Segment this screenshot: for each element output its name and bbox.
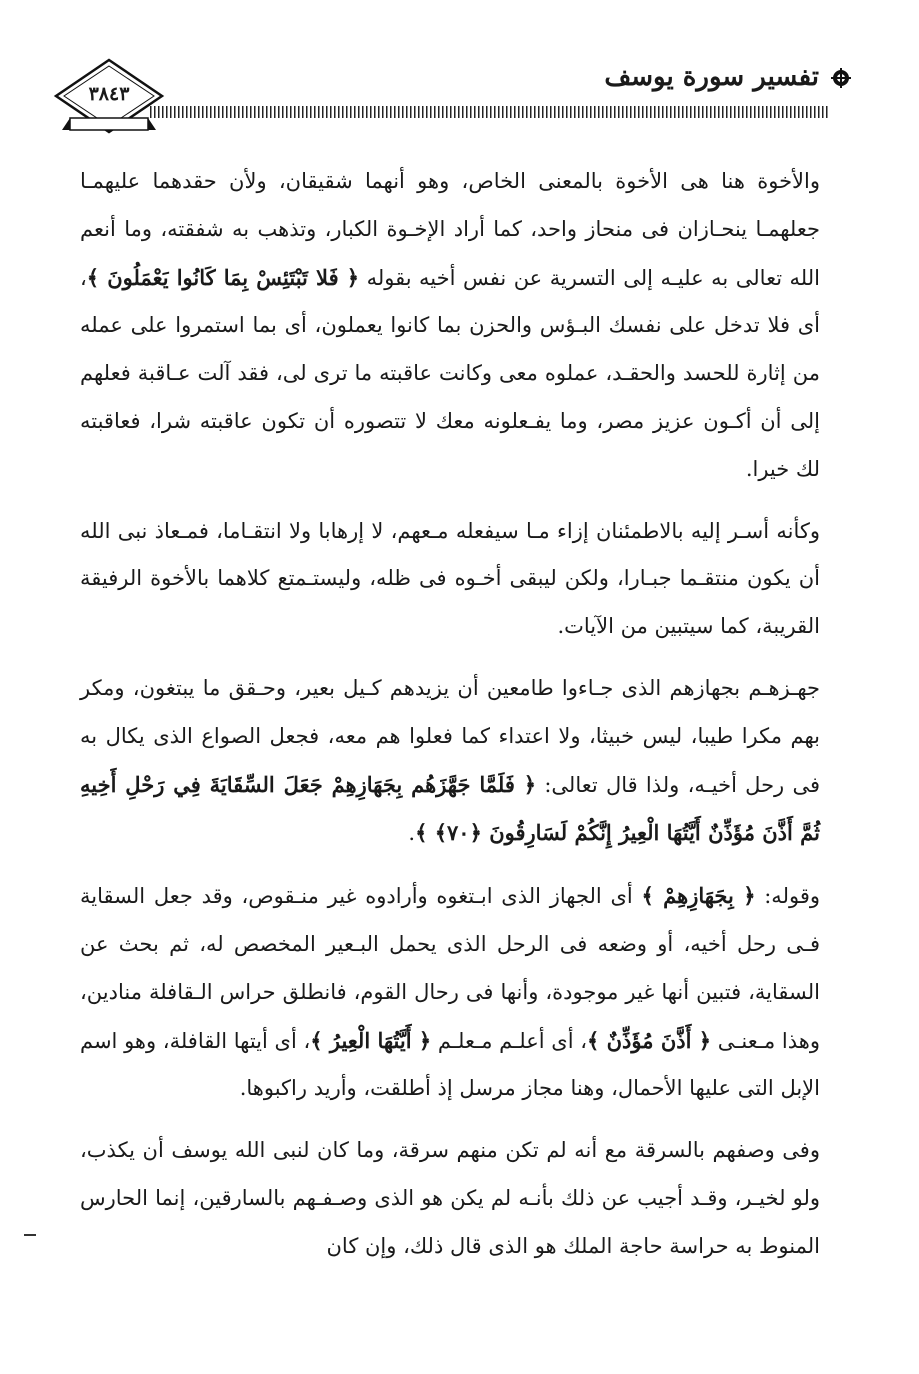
paragraph <box>80 665 820 858</box>
quran-quote: ﴿ فَلا تَبْتَئِسْ بِمَا كَانُوا يَعْمَلُونَ ﴾ <box>86 264 360 290</box>
body-text <box>80 158 820 1285</box>
paragraph <box>80 872 820 1113</box>
text-segment: جهـزهـم بجهازهم الذى جـاءوا طامعين أن يزيدهم كـيل بعير، وحـقق ما يبتغون، ومكر بهم مكرا طيبا، ليس خبيثا، ولا اعتداء كما فعلوا هم معه، فجعل الصواع الذى يكال به فى رحل أخيـه، ولذا قال تعالى: <box>80 675 820 797</box>
text-segment: ، أى أعلـم مـعلـم <box>431 1028 588 1053</box>
paragraph <box>80 508 820 651</box>
text-segment: وقوله: <box>755 884 820 909</box>
quran-quote: ﴿ أَذَّنَ مُؤَذِّنٌ ﴾ <box>587 1027 712 1053</box>
text-segment: أى الجهاز الذى ابـتغوه وأرادوه غير منـقوص، وقد جعل السقاية فـى رحل أخيه، أو وضعه فى الرحل الذى يحمل البـعير المخصص له، ثم بحث عن السقاية، فتبين أنها غير موجودة، وأنها فى رحال القوم، فانطلق حراس الـقافلة منادين، وهذا مـعنـى <box>80 884 820 1053</box>
ornament-icon <box>829 66 853 90</box>
text-segment: ، أى فلا تدخل على نفسك البـؤس والحزن بما كانوا يعملون، أى بما استمروا على عمله من إثارة للحسد والحقـد، عملوه معى وكانت عاقبته ما ترى لى، فقد آلت عـاقبة فعلهم إلى أن أكـون عزيز مصر، وما يفـعلونه معك لا تتصوره أن تكون عاقبته شرا، فعاقبته لك خيرا. <box>80 265 820 481</box>
quran-quote: ﴿ فَلَمَّا جَهَّزَهُم بِجَهَازِهِمْ جَعَلَ السِّقَايَةَ فِي رَحْلِ أَخِيهِ ثُمَّ أَذَّنَ مُؤَذِّنٌ أَيَّتُهَا الْعِيرُ إِنَّكُمْ لَسَارِقُونَ ﴿٧٠﴾ ﴾ <box>80 771 820 846</box>
text-segment: وفى وصفهم بالسرقة مع أنه لم تكن منهم سرقة، وما كان لنبى الله يوسف أن يكذب، ولو لخيـر، وقـد أجيب عن ذلك بأنـه لم يكن هو الذى وصـفـهم بالسارقين، إنما الحارس المنوط به حراسة حاجة الملك هو الذى قال ذلك، وإن كان <box>80 1138 820 1258</box>
margin-mark <box>24 1234 36 1236</box>
text-segment: وكأنه أسـر إليه بالاطمئنان إزاء مـا سيفعله مـعهم، لا إرهابا ولا انتقـاما، فمـعاذ نبى الله أن يكون منتقـما جبـارا، ولكن ليبقى أخـوه فى ظله، وليستـمتع كلاهما بالأخوة الرفيقة القريبة، كما سيتبين من الآيات. <box>80 518 820 639</box>
quran-quote: ﴿ أَيَّتُهَا الْعِيرُ ﴾ <box>310 1027 432 1053</box>
page-number: ٣٨٤٣ <box>88 83 130 105</box>
running-title: تفسير سورة يوسف <box>604 62 819 92</box>
text-segment: ، أى أيتها القافلة، وهو اسم الإبل التى عليها الأحمال، وهنا مجاز مرسل إذ أطلقت، وأريد راكبوها. <box>79 1028 820 1101</box>
paragraph <box>80 158 820 494</box>
header-rule <box>150 106 830 118</box>
text-segment: والأخوة هنا هى الأخوة بالمعنى الخاص، وهو أنهما شقيقان، ولأن حقدهما عليهمـا جعلهمـا ينحـازان فى منحاز واحد، كما أراد الإخـوة الكبار، وتذهب به شفقته، وما أنعم الله تعالى به عليـه إلى التسرية عن نفس أخيه بقوله <box>80 169 820 290</box>
paragraph <box>80 1127 820 1270</box>
text-segment: . <box>408 821 416 846</box>
page-header <box>0 0 919 150</box>
quran-quote: ﴿ بِجَهَازِهِمْ ﴾ <box>641 883 756 909</box>
